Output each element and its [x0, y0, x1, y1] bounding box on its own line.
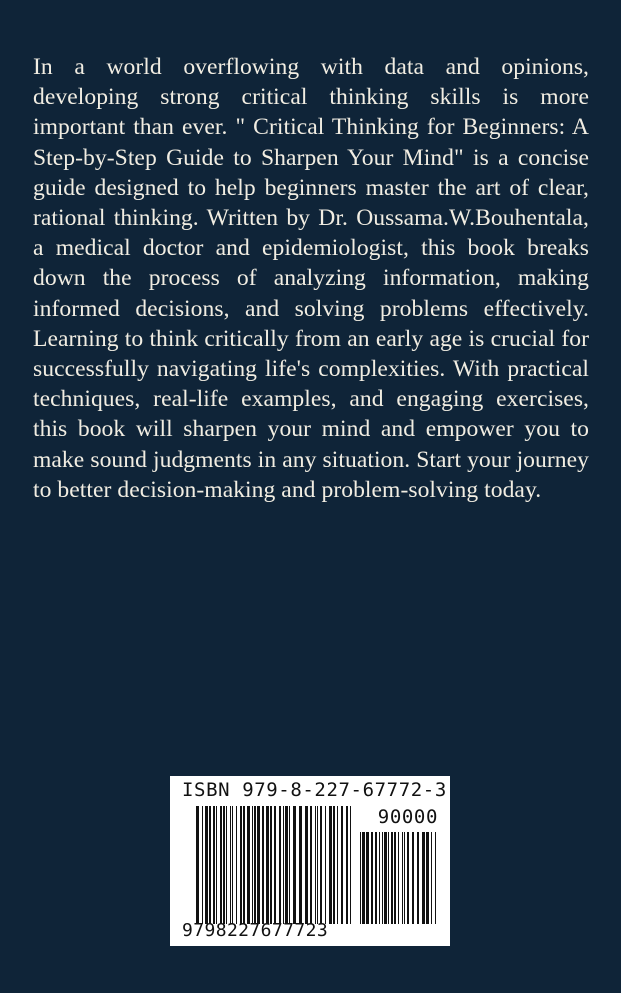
- barcode-bar: [196, 806, 199, 924]
- barcode-bar: [230, 806, 231, 924]
- barcode-bar: [283, 806, 284, 924]
- barcode-bar: [305, 806, 308, 924]
- barcode-bar: [379, 832, 380, 924]
- barcode-bar: [402, 832, 403, 924]
- barcode-bar: [382, 832, 383, 924]
- barcode-bar: [375, 832, 377, 924]
- barcode-bar: [422, 832, 425, 924]
- barcode-bar: [254, 806, 256, 924]
- barcode-bar: [341, 806, 343, 924]
- barcode-bar: [362, 832, 365, 924]
- barcode-bar: [412, 832, 414, 924]
- back-cover-blurb: In a world overflowing with data and opinions, developing strong critical thinking skills is more important than ever. " Critical Thinking for Beginners: A Step-by-Step Guide to Sharpen Your Mind" is a concise guide designed to help beginners master the art of clear, rational thinking. Written by Dr. Oussama.W.Bouhentala, a medical doctor and epidemiologist, this book breaks down the process of analyzing information, making informed decisions, and solving problems effectively. Learning to think critically from an early age is crucial for successfully navigating life's complexities. With practical techniques, real-life examples, and engaging exercises, this book will sharpen your mind and empower you to make sound judgments in any situation. Start your journey to better decision-making and problem-solving today.: [33, 54, 589, 503]
- barcode-bar: [223, 806, 225, 924]
- barcode-bar: [262, 806, 264, 924]
- barcode-bar: [247, 806, 250, 924]
- ean-barcode-bars: [196, 806, 356, 924]
- barcode-bar: [435, 832, 436, 924]
- ean-digits: 9798227677723: [182, 920, 329, 941]
- barcode-bar: [391, 832, 393, 924]
- barcode-bar: [293, 806, 296, 924]
- barcode-bar: [417, 832, 419, 924]
- barcode-bar: [426, 832, 429, 924]
- barcode-bar: [407, 832, 409, 924]
- barcode-bar: [431, 832, 432, 924]
- barcode-bar: [252, 806, 253, 924]
- barcode-bar: [279, 806, 281, 924]
- barcode-bar: [270, 806, 272, 924]
- barcode-bar: [226, 806, 227, 924]
- barcode-bar: [266, 806, 269, 924]
- barcode-bar: [371, 832, 373, 924]
- barcode-bar: [205, 806, 208, 924]
- barcode-bar: [220, 806, 222, 924]
- barcode-bar: [274, 806, 276, 924]
- barcode-bar: [236, 806, 237, 924]
- barcode-bar: [317, 806, 318, 924]
- barcode-bar: [243, 806, 245, 924]
- barcode-bar: [384, 832, 387, 924]
- barcode-bar: [315, 806, 316, 924]
- barcode-bar: [337, 806, 338, 924]
- barcode-bar: [398, 832, 399, 924]
- barcode-bar: [240, 806, 242, 924]
- isbn-label: ISBN 979-8-227-67772-3: [182, 779, 447, 801]
- barcode-bar: [325, 806, 326, 924]
- barcode-bar: [394, 832, 396, 924]
- barcode-bar: [213, 806, 215, 924]
- barcode-bar: [285, 806, 288, 924]
- barcode-bar: [202, 806, 203, 924]
- barcode-bar: [346, 806, 348, 924]
- price-code: 90000: [377, 806, 438, 828]
- barcode-bar: [299, 806, 302, 924]
- isbn-barcode: [170, 776, 450, 946]
- barcode-bar: [360, 832, 361, 924]
- barcode-bar: [333, 806, 335, 924]
- barcode-bar: [388, 832, 389, 924]
- barcode-bar: [216, 806, 217, 924]
- barcode-bar: [310, 806, 312, 924]
- barcode-bar: [329, 806, 332, 924]
- barcode-bar: [404, 832, 405, 924]
- barcode-bar: [320, 806, 322, 924]
- barcode-bar: [350, 806, 351, 924]
- barcode-bar: [232, 806, 233, 924]
- barcode-bar: [366, 832, 369, 924]
- barcode-bar: [257, 806, 260, 924]
- barcode-bar: [209, 806, 211, 924]
- barcode-bar: [289, 806, 290, 924]
- addon-barcode-bars: [360, 832, 440, 924]
